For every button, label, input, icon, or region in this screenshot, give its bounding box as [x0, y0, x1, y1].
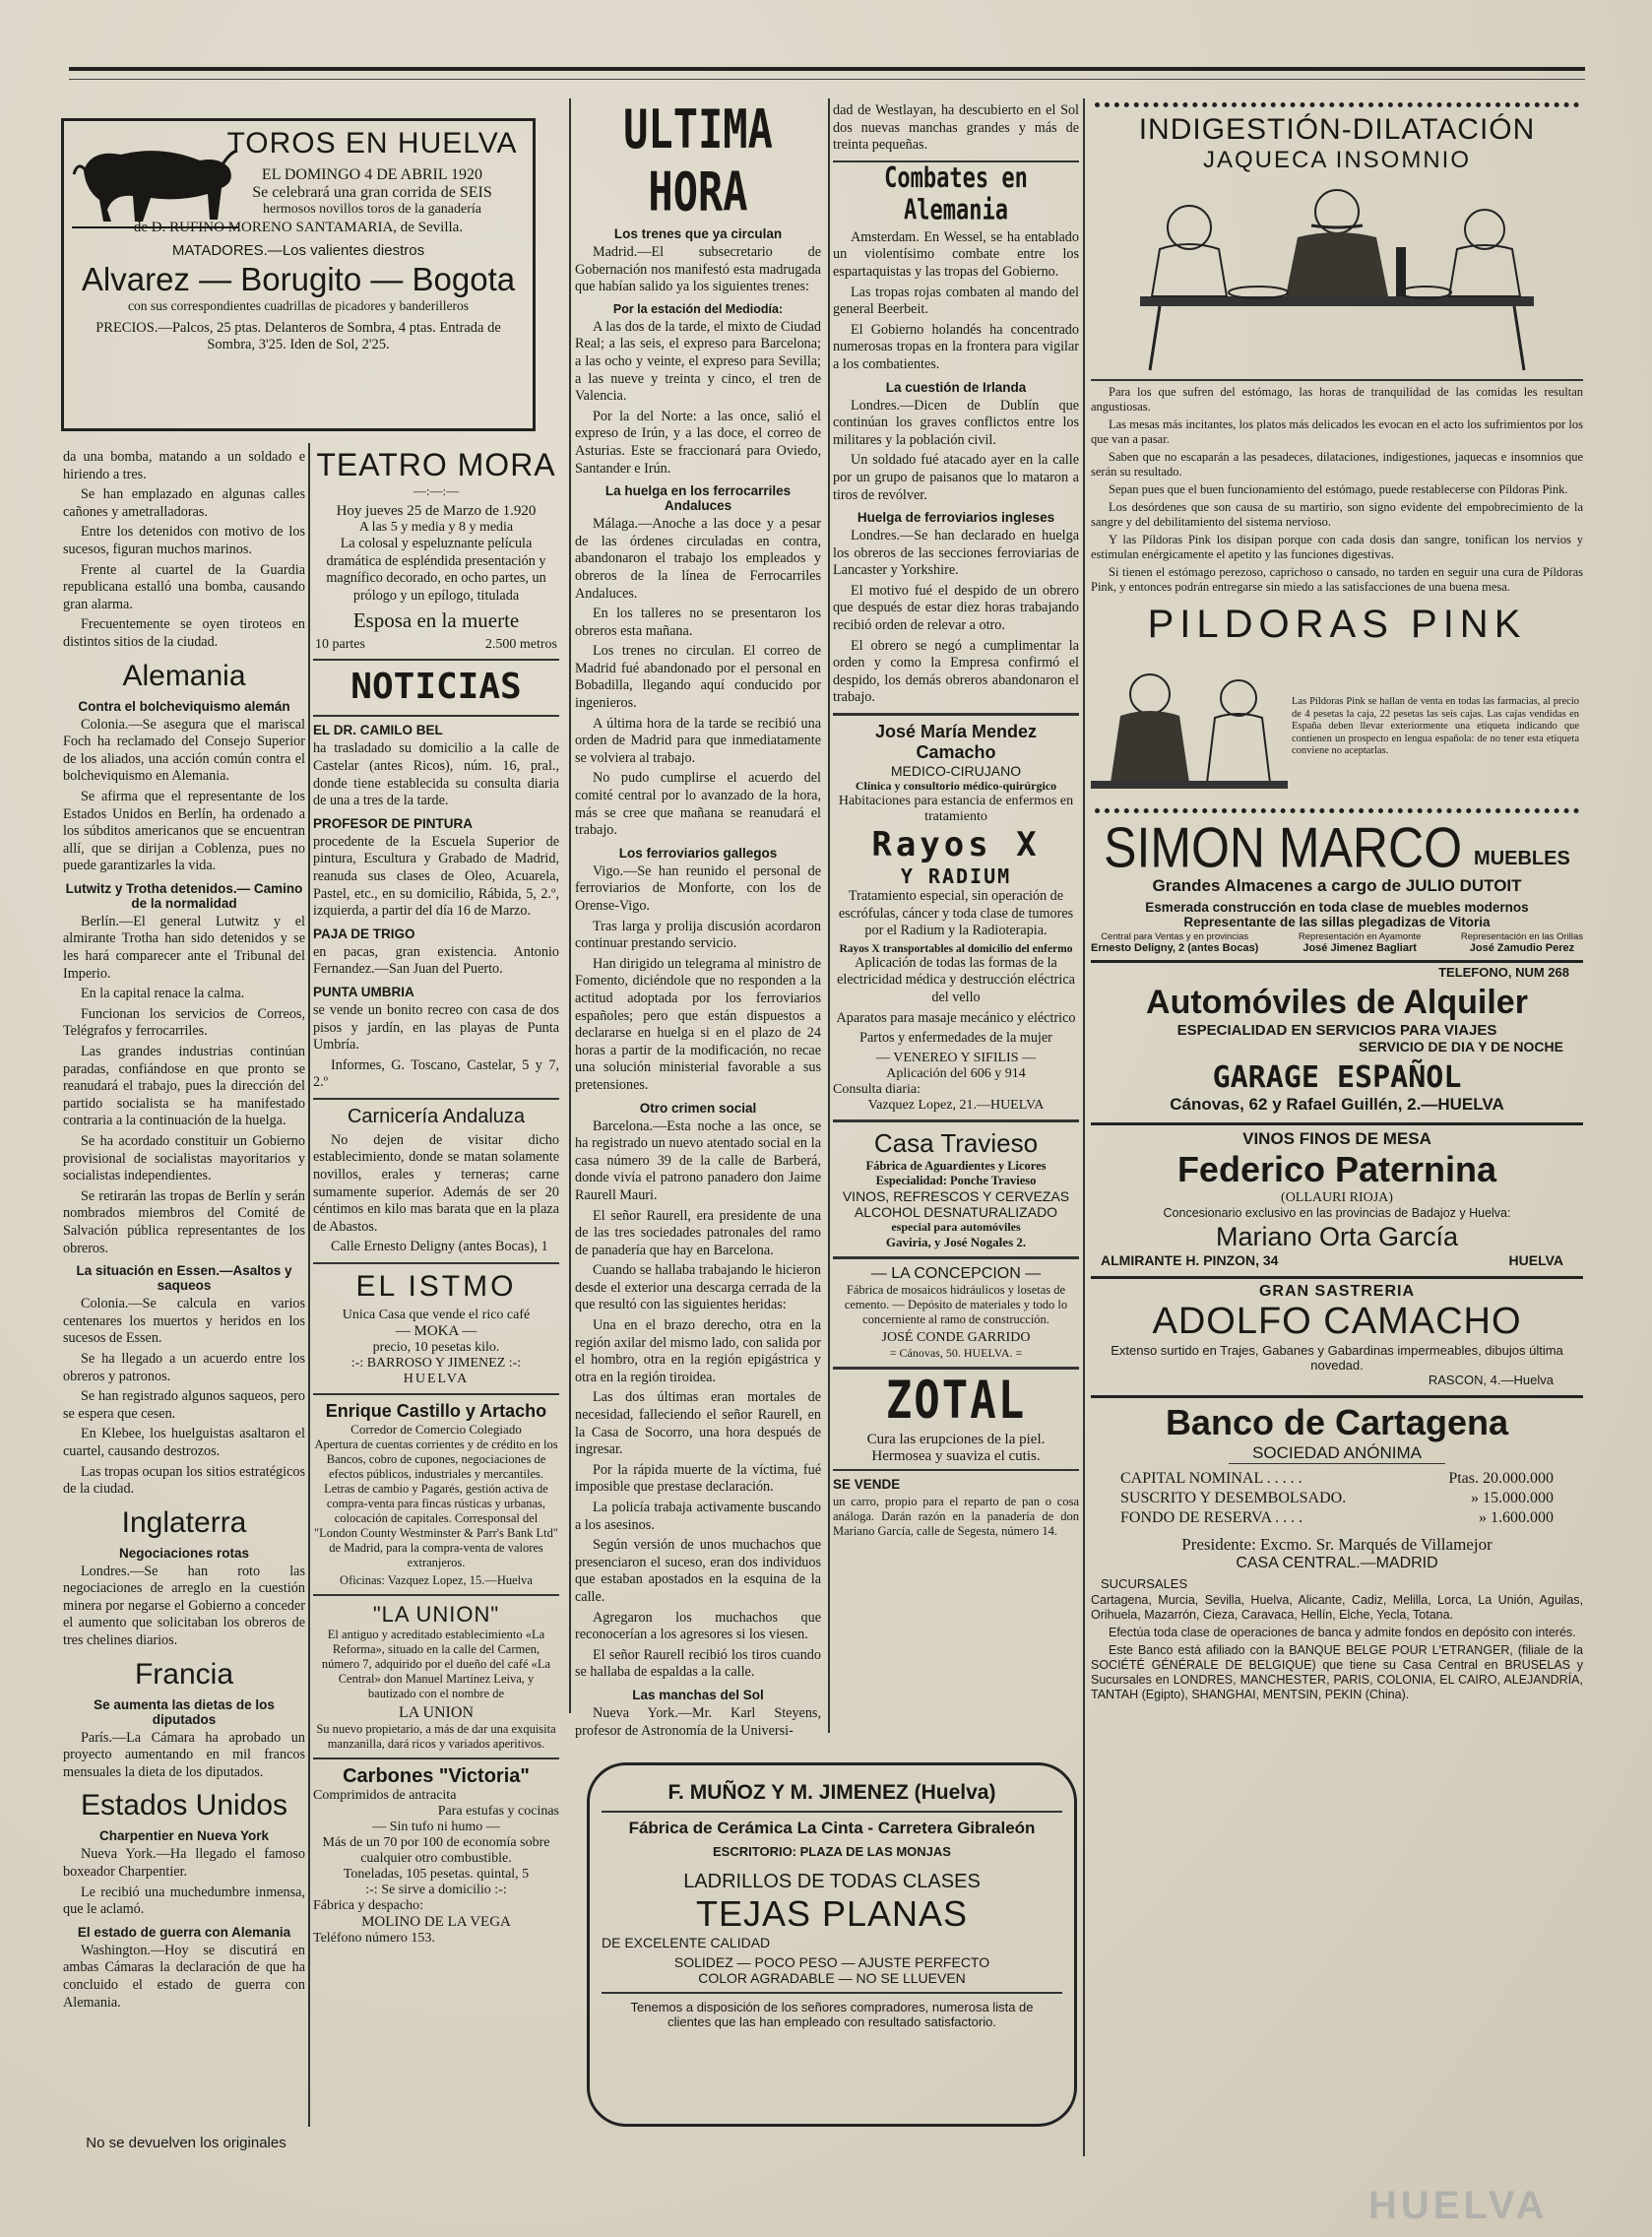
travieso-6: Gaviria, y José Nogales 2. — [885, 1234, 1027, 1249]
pink-border-bottom — [1095, 808, 1579, 813]
rule-istmo — [313, 1262, 559, 1264]
watermark-huelva: HUELVA — [1368, 2184, 1549, 2227]
rule-3 — [828, 98, 830, 1733]
subhead-dietas: Se aumenta las dietas de los diputados — [94, 1696, 275, 1727]
castillo-3: Oficinas: Vazquez Lopez, 15.—Huelva — [340, 1573, 533, 1588]
col1-p11: Las grandes industrias continúan paradas, confiándose en que pronto se reanudará el trabajo, pues la dirección del partido socialista se ha manifestado contraria a la continuación de la huelga. — [63, 1044, 305, 1129]
simon-1: Grandes Almacenes a cargo de JULIO DUTOIT — [1152, 876, 1522, 895]
col3-p16: Las dos últimas eran mortales de necesidad, falleciendo el señor Raurell, en la Casa de Socorro, una hora después de ingresar. — [575, 1389, 821, 1458]
col3-p10: Tras larga y prolija discusión acordaron continuar prestando servicio. — [575, 918, 821, 952]
zotal-2: Hermosea y suaviza el cutis. — [871, 1447, 1041, 1464]
sastreria-title: GRAN SASTRERIA — [1258, 1283, 1415, 1300]
simon-4a: Central para Ventas y en provincias — [1101, 931, 1249, 942]
heading-alemania: Alemania — [122, 659, 246, 692]
col4-p3: Las tropas rojas combaten al mando del general Beerbeit. — [833, 284, 1079, 318]
banco-title: Banco de Cartagena — [1165, 1402, 1509, 1442]
noticia-umbria-head: PUNTA UMBRIA — [313, 984, 414, 999]
carbones-8: MOLINO DE LA VEGA — [361, 1914, 511, 1931]
se-vende: un carro, propio para el reparto de pan o cosa análoga. Darán razón en la panadería de don Mariano García, calle de Segesta, número 14. — [833, 1494, 1079, 1538]
ceramica-ladrillos: LADRILLOS DE TODAS CLASES — [683, 1871, 981, 1892]
banco-row-1 — [1120, 1470, 1554, 1488]
mendez-2: Clínica y consultorio médico-quirúrgico — [855, 779, 1057, 794]
pink-p4: Sepan pues que el buen funcionamiento del estómago, puede restablecerse con Píldoras Pink. — [1109, 482, 1568, 496]
teatro-partes-row — [315, 637, 557, 653]
mendez-8: Partos y enfermedades de la mujer — [859, 1030, 1052, 1047]
col3-p13: El señor Raurell, era presidente de una de las tres sociedades patronales del ramo de panadería que hay en Barcelona. — [575, 1207, 821, 1258]
col1-p8: Berlín.—El general Lutwitz y el almirante Trotha han sido detenidos y se les hará comparecer ante el Tribunal del Imperio. — [63, 913, 305, 982]
col4-p7: Londres.—Se han declarado en huelga los obreros de las secciones ferroviarias de Lancaster y Yorkshire. — [833, 528, 1079, 579]
col1-p19: Londres.—Se han roto las negociaciones de arreglo en la cuestión minera por negarse el Gobierno a conceder el aumento que solicitaban los obreros de tres chelines diarios. — [63, 1563, 305, 1649]
mendez-title: José María Mendez Camacho — [874, 722, 1038, 763]
heading-francia: Francia — [134, 1657, 234, 1691]
mendez-9: — VENEREO Y SIFILIS — — [875, 1050, 1037, 1065]
mendez-11: Consulta diaria: — [833, 1081, 921, 1097]
teatro-t3: La colosal y espeluznante película dramática de espléndida presentación y magnífico decorado, en ocho partes, un prólogo y un epílogo, titulada — [326, 536, 546, 604]
teatro-title: TEATRO MORA — [316, 447, 556, 482]
concepcion-2: JOSÉ CONDE GARRIDO — [881, 1329, 1031, 1345]
pink-rule — [1091, 379, 1583, 381]
top-rule — [69, 67, 1585, 71]
teatro-metros: 2.500 metros — [484, 637, 557, 653]
automoviles-1: ESPECIALIDAD EN SERVICIOS PARA VIAJES — [1176, 1022, 1497, 1039]
rule-vende — [833, 1469, 1079, 1471]
subhead-negociaciones: Negociaciones rotas — [118, 1545, 250, 1561]
subhead-ferroviarios-ingleses: Huelga de ferroviarios ingleses — [857, 510, 1055, 526]
teatro-partes: 10 partes — [315, 637, 365, 653]
col3-p20: Agregaron los muchachos que reconocerían a los agresores si los viesen. — [575, 1609, 821, 1643]
col1-p1: da una bomba, matando a un soldado e hiriendo a tres. — [63, 449, 305, 482]
banco-row-2 — [1120, 1490, 1554, 1507]
paternina-1: (OLLAURI RIOJA) — [1281, 1190, 1393, 1205]
teatro-esposa: Esposa en la muerte — [352, 608, 520, 633]
subhead-manchas: Las manchas del Sol — [632, 1687, 764, 1702]
castillo-2: Apertura de cuentas corrientes y de crédito en los Bancos, cobro de cupones, negociaciones de efectos públicos, industriales y mercantiles. Letras de cambio y Pagarés, gestión activa de compra-venta para fincas rústicas y urbanas, colocación de capitales. Corresponsal del "London County Westminster & Parr's Bank Ltd" de Madrid, para la compra-venta de valores extranjeros. — [313, 1438, 558, 1570]
teatro-sep: —:—:— — [413, 483, 460, 498]
banco-sucursales: SUCURSALES — [1101, 1576, 1188, 1591]
simon-6a: Representación en las Orillas — [1460, 931, 1583, 942]
banco-casa: CASA CENTRAL.—MADRID — [1236, 1555, 1438, 1571]
rule-banco — [1091, 1395, 1583, 1398]
subhead-crimen: Otro crimen social — [639, 1100, 757, 1116]
ceramica-solidez: SOLIDEZ — POCO PESO — AJUSTE PERFECTO — [673, 1954, 990, 1970]
rule-teatro — [313, 659, 559, 661]
automoviles-2: SERVICIO DE DIA Y DE NOCHE — [1359, 1039, 1563, 1055]
istmo-title: EL ISTMO — [355, 1270, 517, 1304]
col3-p15: Una en el brazo derecho, otra en la región axilar del mismo lado, con salida por el hombro, otra en la región epigástrica y otra en la región tiroidea. — [575, 1317, 821, 1385]
rule-1 — [308, 443, 310, 2127]
col1-p9: En la capital renace la calma. — [81, 986, 245, 1002]
noticia-pintura: procedente de la Escuela Superior de pintura, Escultura y Grabado de Madrid, reanuda sus clases de Oleo, Acuarela, Pastel, etc., en su domicilio, Rábida, 5, 2.º, izquierda, a partir del día 16 de Marzo. — [313, 833, 559, 920]
ceramica-disposicion: Tenemos a disposición de los señores compradores, numerosa lista de clientes que las han empleado con resultado satisfactorio. — [630, 2000, 1034, 2029]
column-4 — [833, 102, 1079, 1737]
subhead-gallegos: Los ferroviarios gallegos — [618, 845, 778, 861]
travieso-5: especial para automóviles — [891, 1219, 1021, 1234]
toros-ad — [61, 118, 536, 431]
ultima-hora-title: ULTIMA HORA — [623, 97, 773, 224]
noticia-paja: en pacas, gran existencia. Antonio Fernandez.—San Juan del Puerto. — [313, 943, 559, 978]
noticia-pintura-head: PROFESOR DE PINTURA — [313, 815, 474, 831]
noticia-umbria: se vende un bonito recreo con casa de dos pisos y jardín, en las playas de Punta Umbría. — [313, 1001, 559, 1054]
col1-p2: Se han emplazado en algunas calles cañones y ametralladoras. — [63, 486, 305, 520]
carniceria-text: No dejen de visitar dicho establecimiento, donde se matan solamente novillos, erales y terneras; carne sumamente superior. Además de ser 20 céntimos en kilo mas barata que en la plaza de Abastos. — [313, 1131, 559, 1235]
carniceria-dir: Calle Ernesto Deligny (antes Bocas), 1 — [331, 1239, 548, 1255]
column-5 — [1091, 102, 1583, 2150]
col1-p3: Entre los detenidos con motivo de los sucesos, figuran muchos marinos. — [63, 524, 305, 557]
subhead-trenes: Los trenes que ya circulan — [613, 226, 783, 241]
orta-title: Mariano Orta García — [1215, 1222, 1459, 1251]
pink-lower — [1091, 655, 1583, 802]
col1-p10: Funcionan los servicios de Correos, Telégrafos y ferrocarriles. — [63, 1005, 305, 1040]
subhead-bolcheviquismo: Contra el bolcheviquismo alemán — [78, 698, 290, 714]
rule-union — [313, 1594, 559, 1596]
union-1: El antiguo y acreditado establecimiento «La Reforma», situado en la calle del Carmen, número 7, adquirido por el dueño del café «La Central» don Manuel Martínez Leiva, y bautizado con el nombre de — [321, 1628, 551, 1701]
ceramica-fabrica: Fábrica de Cerámica La Cinta - Carretera Gibraleón — [628, 1819, 1036, 1837]
orta-dir: ALMIRANTE H. PINZON, 34 — [1101, 1252, 1279, 1268]
camacho-2: RASCON, 4.—Huelva — [1428, 1373, 1554, 1387]
rule-carbones — [313, 1758, 559, 1759]
pink-border-top — [1095, 102, 1579, 107]
banco-efectua: Efectúa toda clase de operaciones de banca y admite fondos en depósito con interés. — [1109, 1626, 1576, 1639]
radium: Y RADIUM — [900, 864, 1012, 889]
col4-p2: Amsterdam. En Wessel, se ha entablado un violentísimo combate entre los espartaquistas y las tropas del Gobierno. — [833, 228, 1079, 280]
col1-p23: Washington.—Hoy se discutirá en ambas Cámaras la declaración de que ha concluido el estado de guerra con Alemania. — [63, 1942, 305, 2011]
col1-p13: Se retirarán las tropas de Berlín y serán nombrados miembros del Comité de Salvación pública representantes de los obreros. — [63, 1187, 305, 1256]
mendez-5: Rayos X transportables al domicilio del enfermo — [839, 942, 1073, 955]
pink-p1: Para los que sufren del estómago, las horas de tranquilidad de las comidas les resultan angustiosas. — [1091, 385, 1583, 414]
toros-date: EL DOMINGO 4 DE ABRIL 1920 — [261, 166, 483, 183]
toros-line2: hermosos novillos toros de la ganadería — [262, 202, 481, 217]
banco-row-3 — [1120, 1509, 1554, 1527]
rule-mendez — [833, 713, 1079, 716]
union-3: Su nuevo propietario, a más de dar una exquisita manzanilla, dará ricos y variados aperitivos. — [316, 1722, 556, 1752]
subhead-charpentier: Charpentier en Nueva York — [98, 1828, 270, 1844]
col3-p4: Málaga.—Anoche a las doce y a pesar de las órdenes circuladas en contra, abandonaron el trabajo los empleados y obreros de la línea de Ferrocarriles Andaluces. — [575, 516, 821, 602]
carbones-3: — Sin tufo ni humo — — [372, 1820, 500, 1835]
column-2 — [313, 443, 559, 2156]
rule-combates — [833, 160, 1079, 162]
rule-carn — [313, 1098, 559, 1100]
pink-p2: Las mesas más incitantes, los platos más delicados les evocan en el acto los sufrimientos por los que van a pasar. — [1091, 417, 1583, 446]
banco-fondo: FONDO DE RESERVA . . . . — [1120, 1509, 1303, 1526]
simon-title: SIMON MARCO — [1104, 815, 1463, 880]
carbones-7: Fábrica y despacho: — [313, 1898, 423, 1914]
combates-title: Combates en Alemania — [884, 162, 1028, 227]
istmo-3: :-: BARROSO Y JIMENEZ :-: — [350, 1356, 522, 1372]
col1-p18: Las tropas ocupan los sitios estratégicos de la ciudad. — [63, 1463, 305, 1498]
travieso-2: Especialidad: Ponche Travieso — [875, 1173, 1037, 1187]
col1-p15: Se ha llegado a un acuerdo entre los obreros y patronos. — [63, 1350, 305, 1384]
paternina-2: Concesionario exclusivo en las provincias de Badajoz y Huelva: — [1163, 1206, 1511, 1220]
subhead-lutwitz: Lutwitz y Trotha detenidos.— Camino de la normalidad — [65, 880, 303, 911]
mendez-3: Habitaciones para estancia de enfermos en tratamiento — [838, 794, 1074, 825]
banco-presidente: Presidente: Excmo. Sr. Marqués de Villamejor — [1181, 1535, 1493, 1554]
noticia-paja-head: PAJA DE TRIGO — [313, 926, 415, 941]
banco-suscrito-val: » 15.000.000 — [1471, 1490, 1554, 1506]
travieso-1: Fábrica de Aguardientes y Licores — [865, 1158, 1047, 1173]
col4-p8: El motivo fué el despido de un obrero que después de estar diez horas trabajando recibió orden de relevar a otro. — [833, 582, 1079, 634]
rule-4 — [1083, 98, 1085, 2156]
teatro-t2: A las 5 y media y 8 y media — [358, 520, 514, 535]
simon-6b: José Zamudio Perez — [1469, 942, 1575, 954]
castillo-title: Enrique Castillo y Artacho — [325, 1401, 547, 1422]
concepcion-title: — LA CONCEPCION — — [870, 1264, 1042, 1282]
carbones-1: Comprimidos de antracita — [313, 1788, 457, 1804]
rule-travieso — [833, 1119, 1079, 1122]
rule-noticias — [313, 715, 559, 717]
carbones-5: Toneladas, 105 pesetas. quintal, 5 — [343, 1867, 530, 1883]
noticia-bel-head: EL DR. CAMILO BEL — [313, 723, 443, 738]
istmo-2: precio, 10 pesetas kilo. — [372, 1340, 500, 1356]
col1-p16: Se han registrado algunos saqueos, pero se espera que cesen. — [63, 1388, 305, 1422]
col3-p8: No pudo cumplirse el acuerdo del comité central por lo avanzado de la hora, más se cree que mañana se reanudará el trabajo. — [575, 770, 821, 839]
simon-reps — [1091, 931, 1583, 954]
istmo-4: HUELVA — [403, 1372, 470, 1387]
paternina-title: Federico Paternina — [1176, 1149, 1497, 1189]
pink-jaqueca: JAQUECA INSOMNIO — [1202, 147, 1472, 173]
noticia-bel: ha trasladado su domicilio a la calle de Castelar (antes Ricos), núm. 16, pral., donde tiene establecida su consulta diaria de una a tres de la tarde. — [313, 740, 559, 809]
pink-p7: Si tienen el estómago perezoso, caprichoso o cansado, no tarden en seguir una cura de Píldoras Pink, y entonces podrán entregarse sin miedo a las satisfacciones de una buena mesa. — [1091, 565, 1583, 594]
mendez-1: MEDICO-CIRUJANO — [890, 763, 1022, 780]
mendez-4: Tratamiento especial, sin operación de escrófulas, cáncer y toda clase de tumores por el Radium y la Radioterapia. — [838, 888, 1074, 939]
camacho-title: ADOLFO CAMACHO — [1152, 1301, 1522, 1342]
rule-zotal — [833, 1367, 1079, 1370]
mendez-7: Aparatos para masaje mecánico y eléctrico — [836, 1009, 1076, 1026]
top-rule-thin — [69, 79, 1585, 80]
col3-p12: Barcelona.—Esta noche a las once, se ha registrado un nuevo atentado social en la casa número 39 de la calle de Barberá, donde vivía el patrono panadero don Jaime Raurell Mauri. — [575, 1118, 821, 1203]
pink-p3: Saben que no escaparán a las pesadeces, dilataciones, indigestiones, jaquecas e insomnios que serán su resultado. — [1091, 450, 1583, 479]
col1-p5: Frecuentemente se oyen tiroteos en distintos sitios de la ciudad. — [63, 616, 305, 650]
mendez-10: Aplicación del 606 y 914 — [886, 1065, 1026, 1081]
teatro-t1: Hoy jueves 25 de Marzo de 1.920 — [336, 503, 537, 519]
orta-row — [1091, 1252, 1583, 1268]
union-title: "LA UNION" — [372, 1602, 500, 1628]
noticias-title: NOTICIAS — [350, 667, 522, 708]
rule-cer1 — [602, 1811, 1062, 1813]
col3-p18: La policía trabaja activamente buscando a los asesinos. — [575, 1500, 821, 1533]
noticia-umbria-informes: Informes, G. Toscano, Castelar, 5 y 7, 2.º — [313, 1056, 559, 1091]
col3-p22: Nueva York.—Mr. Karl Steyens, profesor de Astronomía de la Universi- — [575, 1704, 821, 1739]
col4-p5: Londres.—Dicen de Dublín que continúan los graves conflictos entre los militares y la población civil. — [833, 397, 1079, 448]
travieso-4: ALCOHOL DESNATURALIZADO — [854, 1203, 1058, 1220]
orta-huelva: HUELVA — [1508, 1252, 1563, 1268]
pink-indigestion: INDIGESTIÓN-DILATACIÓN — [1138, 113, 1536, 146]
col4-p9: El obrero se negó a cumplimentar la orden y como la Empresa confirmó el despido, los demás obreros abandonaron el trabajo. — [833, 637, 1079, 706]
ceramica-title: F. MUÑOZ Y M. JIMENEZ (Huelva) — [667, 1781, 996, 1804]
istmo-moka: — MOKA — — [395, 1323, 477, 1340]
col3-p14: Cuando se hallaba trabajando le hicieron desde el exterior una descarga cerrada de la que resultó con las siguientes heridas: — [575, 1262, 821, 1313]
heading-inglaterra: Inglaterra — [121, 1505, 247, 1539]
subhead-mediodia: Por la estación del Mediodía: — [612, 301, 784, 316]
concepcion-3: = Cánovas, 50. HUELVA. = — [889, 1345, 1023, 1360]
col3-p5: En los talleres no se presentaron los obreros esta mañana. — [575, 606, 821, 639]
pink-p6: Y las Píldoras Pink los disipan porque con cada dosis dan sangre, tonifican los nervios y estimulan enérgicamente el apetito y las funciones digestivas. — [1091, 533, 1583, 561]
col4-p1: dad de Westlayan, ha descubierto en el Sol dos nuevas manchas grandes y más de treinta pequeñas. — [833, 102, 1079, 154]
simon-3: Representante de las sillas plegadizas de Vitoria — [1183, 915, 1491, 929]
pink-p5: Los desórdenes que son causa de su martirio, son signo evidente del empobrecimiento de la sangre y del debilitamiento del sistema nervioso. — [1091, 500, 1583, 529]
banco-capital: CAPITAL NOMINAL . . . . . — [1120, 1470, 1303, 1487]
col1-p17: En Klebee, los huelguistas asaltaron el cuartel, causando destrozos. — [63, 1426, 305, 1459]
simon-2: Esmerada construcción en toda clase de muebles modernos — [1145, 900, 1529, 915]
col3-p9: Vigo.—Se han reunido el personal de ferroviarios de Monforte, con los de Orense-Vigo. — [575, 863, 821, 914]
col3-p17: Por la rápida muerte de la víctima, fué imposible que prestase declaración. — [575, 1461, 821, 1496]
rule-tel — [1091, 960, 1583, 963]
istmo-1: Unica Casa que vende el rico café — [342, 1308, 531, 1323]
camacho-1: Extenso surtido en Trajes, Gabanes y Gabardinas impermeables, dibujos última novedad. — [1111, 1343, 1563, 1373]
toros-matadores: MATADORES.—Los valientes diestros — [171, 242, 425, 259]
pink-p8: Las Píldoras Pink se hallan de venta en todas las farmacias, al precio de 4 pesetas la caja, 22 pesetas las seis cajas. Las cajas vendidas en España deben llevar exteriormente una etiqueta indicando que contienen un prospecto en lengua española: de no tener esta etiqueta conviene no aceptarlas. — [1292, 696, 1579, 757]
toros-names: Alvarez — Borugito — Bogota — [81, 261, 516, 297]
col1-p22: Le recibió una muchedumbre inmensa, que le aclamó. — [63, 1884, 305, 1918]
couple-illustration — [1091, 655, 1288, 802]
banco-capital-val: Ptas. 20.000.000 — [1448, 1470, 1554, 1487]
subhead-estado-guerra: El estado de guerra con Alemania — [77, 1924, 291, 1940]
carbones-title: Carbones "Victoria" — [343, 1765, 530, 1788]
col3-p3: Por la del Norte: a las once, salió el expreso de Irún, y a las doce, el correo de Asturias. Este se fraccionará para Oviedo, Santander e Irún. — [575, 408, 821, 477]
carbones-4: Más de un 70 por 100 de economía sobre cualquier otro combustible. — [322, 1835, 550, 1867]
rayos-x: Rayos X — [871, 825, 1041, 865]
column-1 — [63, 449, 305, 2152]
mendez-6: Aplicación de todas las formas de la electricidad médica y destrucción eléctrica del vello — [837, 954, 1075, 1005]
heading-estados-unidos: Estados Unidos — [80, 1789, 288, 1822]
footer-originales: No se devuelven los originales — [86, 2135, 286, 2151]
banco-lista: Cartagena, Murcia, Sevilla, Huelva, Alicante, Cadiz, Melilla, Lorca, La Unión, Aguilas, Orihuela, Mazarrón, Cieza, Caravaca, Hellín, Elche, Yecla, Totana. — [1091, 1593, 1583, 1622]
bull-icon — [72, 131, 239, 239]
dining-illustration — [1101, 178, 1573, 375]
garage-dir: Cánovas, 62 y Rafael Guillén, 2.—HUELVA — [1170, 1095, 1504, 1114]
rule-concepcion — [833, 1256, 1079, 1259]
toros-precios: PRECIOS.—Palcos, 25 ptas. Delanteros de Sombra, 4 ptas. Entrada de Sombra, 3'25. Iden de Sol, 2'25. — [95, 320, 501, 352]
ceramica-escritorio: ESCRITORIO: PLAZA DE LAS MONJAS — [713, 1844, 951, 1859]
toros-line3: de D. RUFINO MORENO SANTAMARIA, de Sevilla. — [133, 220, 464, 235]
col3-p21: El señor Raurell recibió los tiros cuando se hallaba de espaldas a la calle. — [575, 1646, 821, 1681]
column-3 — [575, 97, 821, 1739]
rule-2 — [569, 98, 571, 1713]
rule-sastreria — [1091, 1276, 1583, 1279]
rule-vinos — [1091, 1122, 1583, 1125]
simon-5b: José Jimenez Bagliart — [1303, 942, 1417, 954]
rule-castillo — [313, 1393, 559, 1395]
banco-sociedad: SOCIEDAD ANÓNIMA — [1229, 1443, 1445, 1464]
pildoras-pink-title: PILDORAS PINK — [1147, 603, 1527, 646]
mendez-12: Vazquez Lopez, 21.—HUELVA — [867, 1097, 1045, 1113]
col1-p6: Colonia.—Se asegura que el mariscal Foch ha reclamado del Consejo Superior de los aliados, una acción común contra el bolcheviquismo en Alemania. — [63, 716, 305, 785]
castillo-1: Corredor de Comercio Colegiado — [350, 1422, 522, 1438]
banco-suscrito: SUSCRITO Y DESEMBOLSADO. — [1120, 1490, 1347, 1506]
se-vende-head: SE VENDE — [833, 1476, 901, 1492]
toros-cuadrillas: con sus correspondientes cuadrillas de picadores y banderilleros — [127, 298, 469, 313]
col3-p11: Han dirigido un telegrama al ministro de Fomento, diciéndole que no responden a la actitud adoptada por los ferroviarios españoles; pero que están dispuestos a declararse en huelga si en el plazo de 24 horas a partir de la modificación, no recae una solución ministerial favorable a sus pretensiones. — [575, 955, 821, 1093]
col1-p20: París.—La Cámara ha aprobado un proyecto aumentando en mil francos mensuales la dieta de los diputados. — [63, 1729, 305, 1780]
ceramica-ad — [587, 1762, 1077, 2127]
banco-afiliado: Este Banco está afiliado con la BANQUE BELGE POUR L'ETRANGER, (filiale de la SOCIÉTÉ GÉNÉRALE DE BELGIQUE) que tiene su Casa Central en BRUSELAS y Sucursales en LONDRES, MANCHESTER, PARIS, COLONIA, EL CAIRO, ALEJANDRÍA, TANTAH (Egipto), SHANGHAI, MENTSIN, PEKIN (China). — [1091, 1643, 1583, 1701]
simon-row — [1091, 815, 1583, 880]
banco-fondo-val: » 1.600.000 — [1479, 1509, 1554, 1526]
col4-p6: Un soldado fué atacado ayer en la calle por un grupo de paisanos que lo mataron a tiros de revólver. — [833, 452, 1079, 503]
carniceria-title: Carnicería Andaluza — [347, 1105, 526, 1127]
concepcion-1: Fábrica de mosaicos hidráulicos y losetas de cemento. — Depósito de materiales y todo lo concerniente al ramo de construcción. — [844, 1282, 1068, 1326]
travieso-3: VINOS, REFRESCOS Y CERVEZAS — [842, 1187, 1070, 1204]
telefono: TELEFONO, NUM 268 — [1438, 965, 1569, 980]
zotal-title: ZOTAL — [885, 1370, 1027, 1431]
col3-p6: Los trenes no circulan. El correo de Madrid fué abandonado por el personal en Bobadilla, llegando aquí conducido por ingenieros. — [575, 643, 821, 712]
simon-5a: Representación en Ayamonte — [1298, 931, 1422, 942]
ceramica-color: COLOR AGRADABLE — NO SE LLUEVEN — [698, 1970, 966, 1986]
subhead-essen: La situación en Essen.—Asaltos y saqueos — [76, 1263, 292, 1294]
carbones-9: Teléfono número 153. — [313, 1931, 435, 1947]
carbones-6: :-: Se sirve a domicilio :-: — [365, 1883, 507, 1898]
vinos-title: VINOS FINOS DE MESA — [1242, 1129, 1431, 1148]
garage-title: GARAGE ESPAÑOL — [1212, 1060, 1462, 1095]
subhead-irlanda: La cuestión de Irlanda — [885, 379, 1027, 395]
ceramica-calidad: DE EXCELENTE CALIDAD — [602, 1935, 771, 1950]
ceramica-tejas: TEJAS PLANAS — [695, 1893, 969, 1934]
simon-muebles: MUEBLES — [1474, 848, 1570, 869]
travieso-title: Casa Travieso — [873, 1127, 1039, 1158]
col1-p12: Se ha acordado constituir un Gobierno provisional de socialistas mayoritarios y socialistas independientes. — [63, 1133, 305, 1184]
col3-p2: A las dos de la tarde, el mixto de Ciudad Real; a las seis, el expreso para Barcelona; a las ocho y veinte, el expreso para Sevilla; a las nueve y treinta y cinco, el tren de Valencia. — [575, 318, 821, 405]
automoviles-title: Automóviles de Alquiler — [1146, 984, 1528, 1021]
rule-cer2 — [602, 1992, 1062, 1994]
col1-p7: Se afirma que el representante de los Estados Unidos en Berlín, ha ordenado a los súbditos americanos que se encuentran allí, que se dirijan a Coblenza, pues no puede garantizarles la vida. — [63, 788, 305, 874]
col3-p7: A última hora de la tarde se recibió una orden de Madrid para que inmediatamente se volviera al trabajo. — [575, 715, 821, 766]
col1-p21: Nueva York.—Ha llegado el famoso boxeador Charpentier. — [63, 1846, 305, 1881]
col3-p1: Madrid.—El subsecretario de Gobernación nos manifestó esta madrugada que habían salido ya los siguientes trenes: — [575, 244, 821, 295]
col1-p4: Frente al cuartel de la Guardia republicana estalló una bomba, causando gran alarma. — [63, 561, 305, 612]
zotal-1: Cura las erupciones de la piel. — [866, 1431, 1046, 1447]
toros-line1: Se celebrará una gran corrida de SEIS — [252, 184, 492, 201]
simon-4b: Ernesto Deligny, 2 (antes Bocas) — [1091, 942, 1259, 954]
col4-p4: El Gobierno holandés ha concentrado numerosas tropas en la frontera para vigilar a los combatientes. — [833, 321, 1079, 372]
col3-p19: Según versión de unos muchachos que presenciaron el suceso, eran dos individuos que estaban apostados en la esquina de la calle. — [575, 1537, 821, 1605]
toros-title: TOROS EN HUELVA — [226, 127, 518, 160]
subhead-huelga-andaluces: La huelga en los ferrocarriles Andaluces — [604, 483, 792, 514]
carbones-2: Para estufas y cocinas — [437, 1804, 559, 1820]
union-2: LA UNION — [399, 1704, 474, 1722]
col1-p14: Colonia.—Se calcula en varios centenares los muertos y heridos en los sucesos de Essen. — [63, 1296, 305, 1347]
